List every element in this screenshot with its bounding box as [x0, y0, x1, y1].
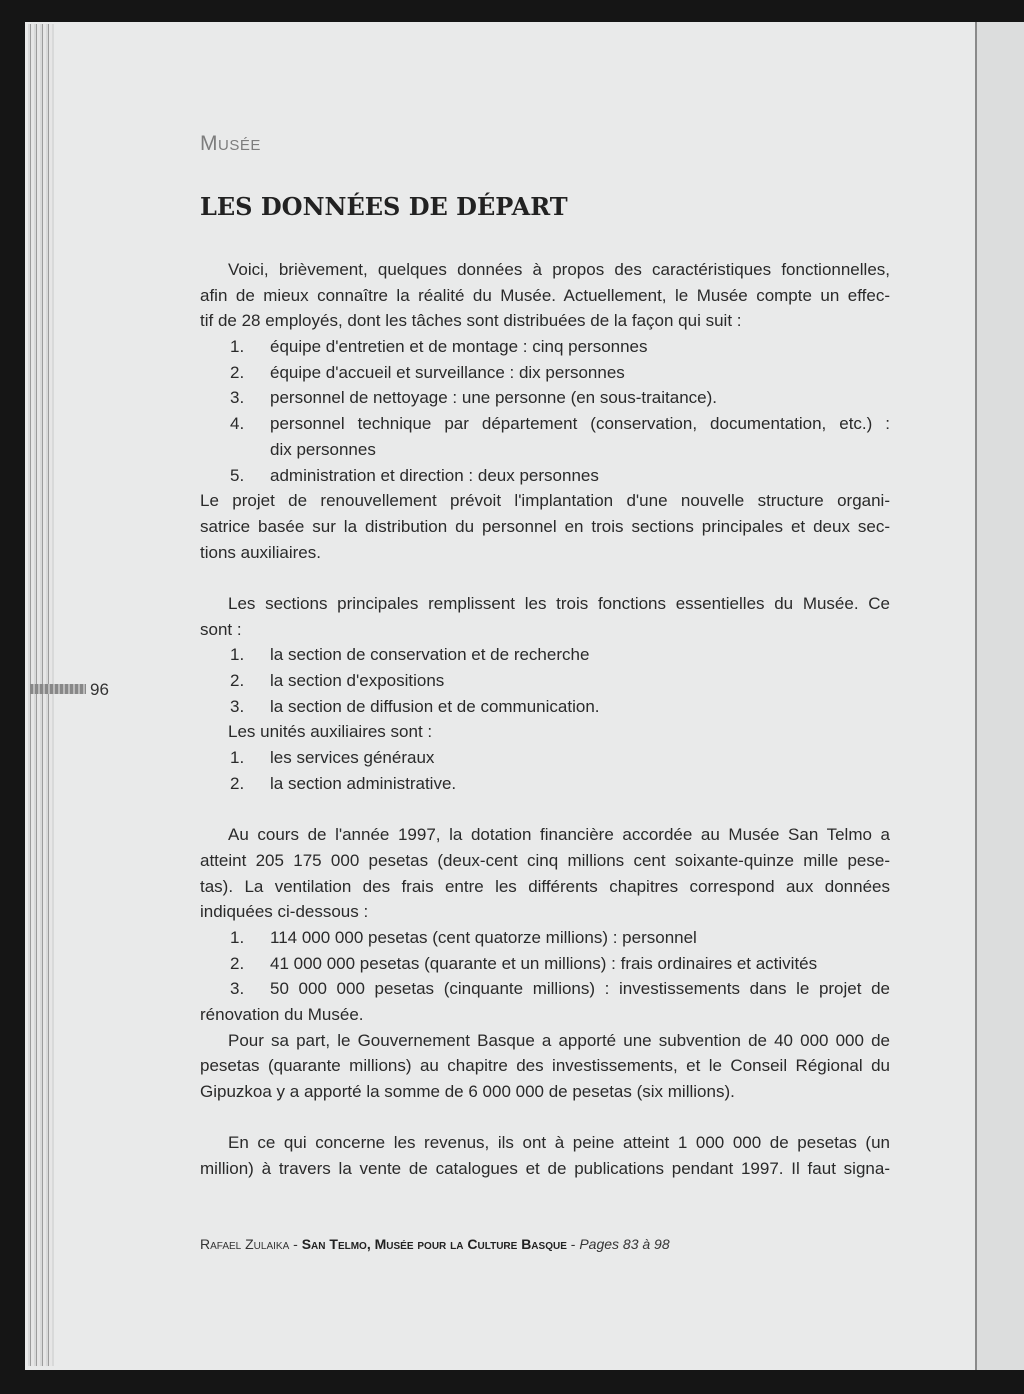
line-text: équipe d'entretien et de montage : cinq personnes — [270, 337, 648, 357]
list-item — [200, 385, 890, 411]
line-text: tas). La ventilation des frais entre les différents chapitres correspond aux données — [200, 876, 890, 896]
list-number: 1. — [230, 337, 245, 357]
line-text: pesetas (quarante millions) au chapitre des investissements, et le Conseil Régional du — [200, 1056, 890, 1076]
line-text: afin de mieux connaître la réalité du Musée. Actuellement, le Musée compte un effec- — [200, 285, 890, 305]
text-line — [200, 822, 890, 848]
line-text: tions auxiliaires. — [200, 542, 321, 562]
line-text: Voici, brièvement, quelques données à propos des caractéristiques fonctionnelles, — [228, 260, 890, 279]
line-text: personnel technique par département (conservation, documentation, etc.) : — [270, 414, 890, 434]
running-footer — [200, 1236, 670, 1252]
page-title: LES DONNÉES DE DÉPART — [200, 192, 568, 221]
text-line — [200, 488, 890, 514]
list-item — [200, 642, 890, 668]
text-line — [200, 437, 890, 463]
list-number: 4. — [230, 414, 245, 434]
page-number: 96 — [90, 680, 109, 699]
text-line — [200, 1156, 890, 1182]
section-heading: Musée — [200, 132, 261, 155]
list-item — [200, 925, 890, 951]
line-text: 114 000 000 pesetas (cent quatorze millions) : personnel — [270, 927, 697, 947]
text-line — [200, 899, 890, 925]
footer-author: Rafael Zulaika — [200, 1236, 290, 1252]
text-line — [200, 848, 890, 874]
text-line — [200, 874, 890, 900]
text-line — [200, 283, 890, 309]
list-item — [200, 771, 890, 797]
text-line — [200, 1130, 890, 1156]
text-line — [200, 591, 890, 617]
text-line — [200, 514, 890, 540]
line-text: Gipuzkoa y a apporté la somme de 6 000 000 de pesetas (six millions). — [200, 1082, 735, 1101]
text-line — [200, 565, 890, 591]
line-text: Pour sa part, le Gouvernement Basque a apporté une subvention de 40 000 000 de — [228, 1030, 890, 1050]
line-text: Au cours de l'année 1997, la dotation financière accordée au Musée San Telmo a — [228, 825, 890, 845]
text-line — [200, 1028, 890, 1054]
footer-title: San Telmo, Musée pour la Culture Basque — [301, 1236, 567, 1252]
list-number: 2. — [230, 773, 245, 793]
text-line — [200, 719, 890, 745]
footer-separator: - — [289, 1236, 302, 1252]
line-text: Le projet de renouvellement prévoit l'implantation d'une nouvelle structure organi- — [200, 491, 890, 511]
line-text: tif de 28 employés, dont les tâches sont distribuées de la façon qui suit : — [200, 311, 742, 331]
page-edges — [28, 24, 54, 1366]
text-line — [200, 1079, 890, 1105]
footer-pages: Pages 83 à 98 — [579, 1236, 670, 1252]
line-text: les services généraux — [270, 748, 435, 768]
text-line — [200, 540, 890, 566]
list-number: 5. — [230, 465, 245, 485]
text-line — [200, 617, 890, 643]
list-item — [200, 745, 890, 771]
line-text: Les unités auxiliaires sont : — [228, 722, 433, 742]
list-item — [200, 411, 890, 437]
line-text: satrice basée sur la distribution du personnel en trois sections principales et deux sec- — [200, 516, 890, 536]
list-number: 2. — [230, 671, 245, 690]
line-text: En ce qui concerne les revenus, ils ont à peine atteint 1 000 000 de pesetas (un — [228, 1133, 890, 1153]
line-text: million) à travers la vente de catalogues et de publications pendant 1997. Il faut signa- — [200, 1159, 890, 1179]
page-tab-marker — [30, 684, 86, 694]
list-item — [200, 463, 890, 489]
line-text: sont : — [200, 619, 242, 639]
list-number: 3. — [230, 388, 245, 408]
line-text: atteint 205 175 000 pesetas (deux-cent cinq millions cent soixante-quinze mille pese- — [200, 850, 890, 870]
line-text: la section de diffusion et de communication. — [270, 696, 600, 716]
footer-separator: - — [566, 1236, 580, 1252]
facing-page-edge — [975, 22, 1024, 1370]
line-text: 50 000 000 pesetas (cinquante millions) : investissements dans le projet de — [270, 979, 890, 999]
list-number: 3. — [230, 696, 245, 716]
list-item — [200, 976, 890, 1002]
text-line — [200, 796, 890, 822]
line-text: Les sections principales remplissent les trois fonctions essentielles du Musée. Ce — [228, 593, 890, 613]
list-item — [200, 334, 890, 360]
line-text: la section d'expositions — [270, 671, 445, 690]
line-text: équipe d'accueil et surveillance : dix personnes — [270, 362, 625, 382]
list-number: 1. — [230, 927, 245, 947]
body-text — [200, 257, 890, 1182]
list-number: 3. — [230, 979, 245, 999]
list-item — [200, 360, 890, 386]
list-item — [200, 694, 890, 720]
line-text: administration et direction : deux personnes — [270, 465, 599, 485]
list-number: 2. — [230, 953, 245, 973]
line-text: rénovation du Musée. — [200, 1004, 364, 1024]
line-text: dix personnes — [270, 439, 376, 459]
line-text: personnel de nettoyage : une personne (en sous-traitance). — [270, 388, 718, 408]
list-number: 2. — [230, 362, 245, 382]
list-item — [200, 668, 890, 694]
text-line — [200, 1105, 890, 1131]
line-text: la section administrative. — [270, 773, 457, 793]
text-line — [200, 1053, 890, 1079]
line-text: la section de conservation et de recherche — [270, 645, 590, 665]
text-line — [200, 257, 890, 283]
list-number: 1. — [230, 645, 245, 665]
line-text: 41 000 000 pesetas (quarante et un millions) : frais ordinaires et activités — [270, 953, 818, 973]
list-number: 1. — [230, 748, 245, 768]
text-line — [200, 308, 890, 334]
text-line — [200, 1002, 890, 1028]
line-text: indiquées ci-dessous : — [200, 902, 369, 922]
list-item — [200, 951, 890, 977]
